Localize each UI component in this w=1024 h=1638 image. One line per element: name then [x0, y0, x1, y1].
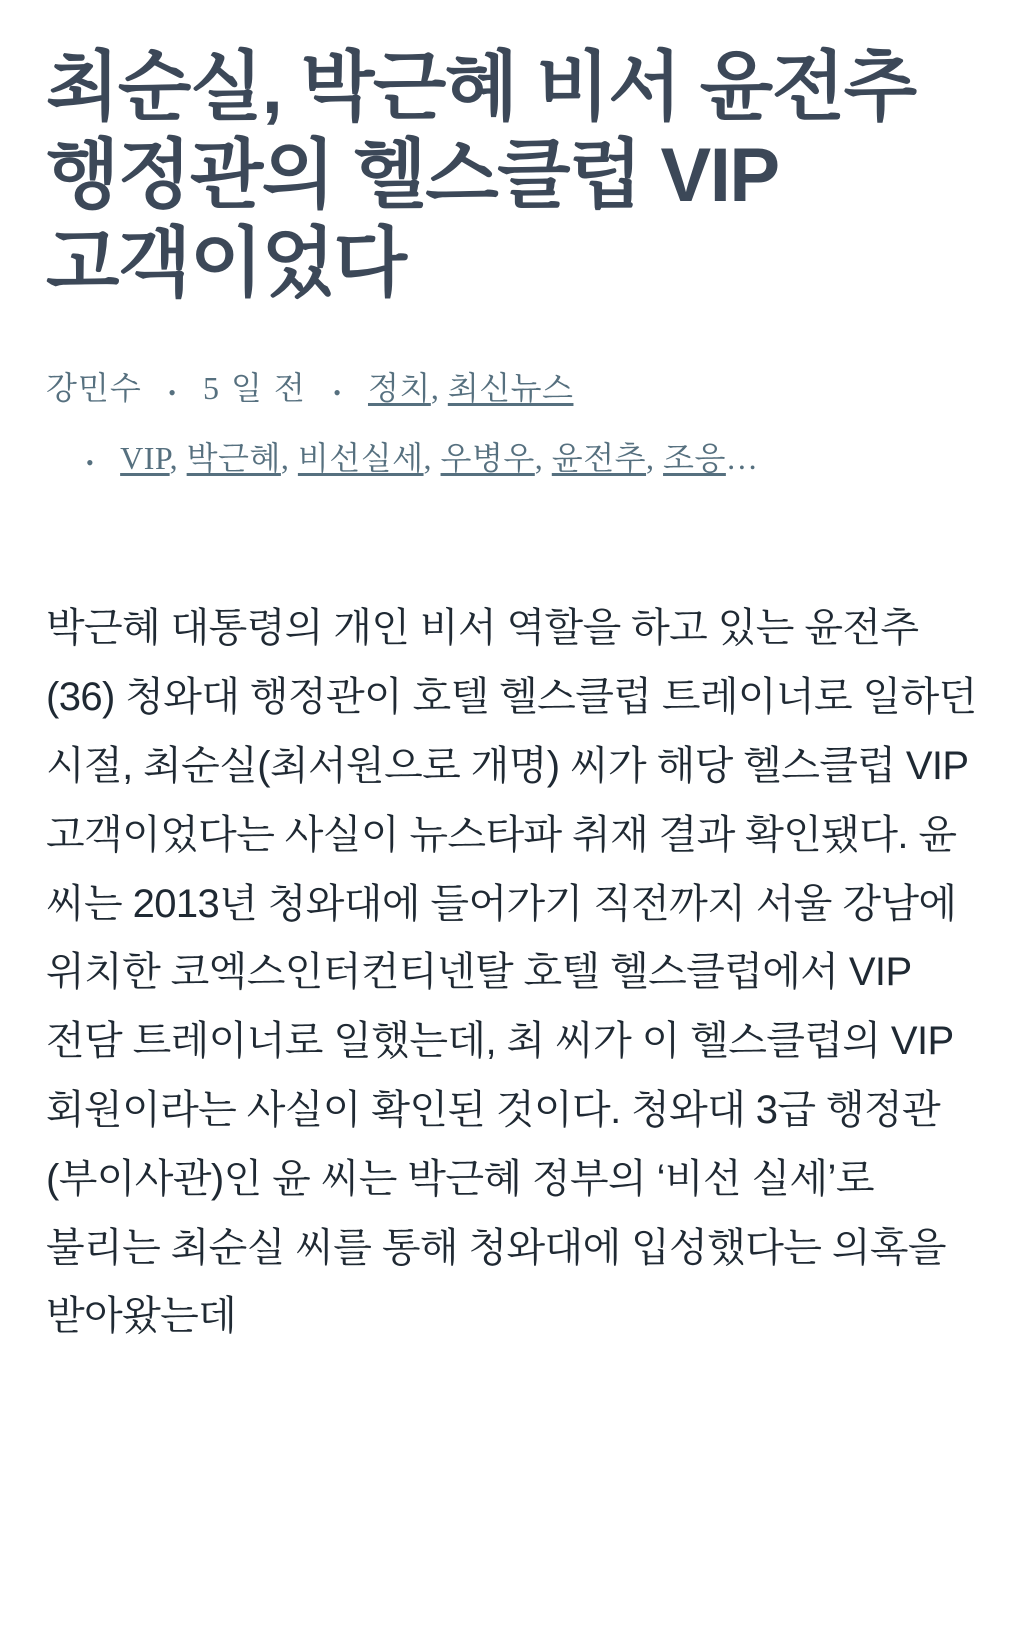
article-body — [46, 594, 978, 1351]
tag-link-vip[interactable]: VIP — [120, 440, 170, 477]
tag-link-park-geun-hye[interactable]: 박근혜 — [186, 440, 281, 477]
meta-comma: , — [646, 440, 664, 477]
meta-comma: , — [534, 440, 552, 477]
tag-link-woo-byung-woo[interactable]: 우병우 — [440, 440, 535, 477]
meta-line-primary — [46, 364, 978, 412]
meta-separator-dot-icon: • — [86, 449, 95, 475]
tag-link-yoon-jeon-chu[interactable]: 윤전추 — [551, 440, 647, 477]
meta-comma: , — [169, 440, 187, 477]
category-link-politics[interactable]: 정치 — [367, 370, 431, 407]
article-date: 5 일 전 — [202, 370, 307, 407]
meta-comma: , — [423, 440, 441, 477]
tags-truncation-ellipsis: … — [725, 440, 758, 477]
article-meta — [46, 364, 978, 482]
meta-comma: , — [430, 370, 448, 407]
article-paragraph: 박근혜 대통령의 개인 비서 역할을 하고 있는 윤전추(36) 청와대 행정관이 호텔 헬스클럽 트레이너로 일하던 시절, 최순실(최서원으로 개명) 씨가 해당 헬스클럽 VIP 고객이었다는 사실이 뉴스타파 취재 결과 확인됐다. 윤 씨는 2013년 청와대에 들어가기 직전까지 서울 강남에 위치한 코엑스인터컨티넨탈 호텔 헬스클럽에서 VIP 전담 트레이너로 일했는데, 최 씨가 이 헬스클럽의 VIP 회원이라는 사실이 확인된 것이다. 청와대 3급 행정관(부이사관)인 윤 씨는 박근혜 정부의 ‘비선 실세’로 불리는 최순실 씨를 통해 청와대에 입성했다는 의혹을 받아왔는데 — [46, 606, 977, 1339]
page-title: 최순실, 박근혜 비서 윤전추 행정관의 헬스클럽 VIP 고객이었다 — [46, 45, 916, 307]
tag-link-jo-eung[interactable]: 조응 — [663, 440, 726, 477]
meta-separator-dot-icon: • — [333, 379, 342, 405]
meta-separator-dot-icon: • — [168, 379, 177, 405]
meta-line-tags — [46, 434, 978, 482]
tag-link-bisunsilse[interactable]: 비선실세 — [297, 440, 424, 477]
meta-comma: , — [280, 440, 298, 477]
article-author: 강민수 — [46, 370, 142, 407]
category-link-latest-news[interactable]: 최신뉴스 — [447, 370, 574, 407]
